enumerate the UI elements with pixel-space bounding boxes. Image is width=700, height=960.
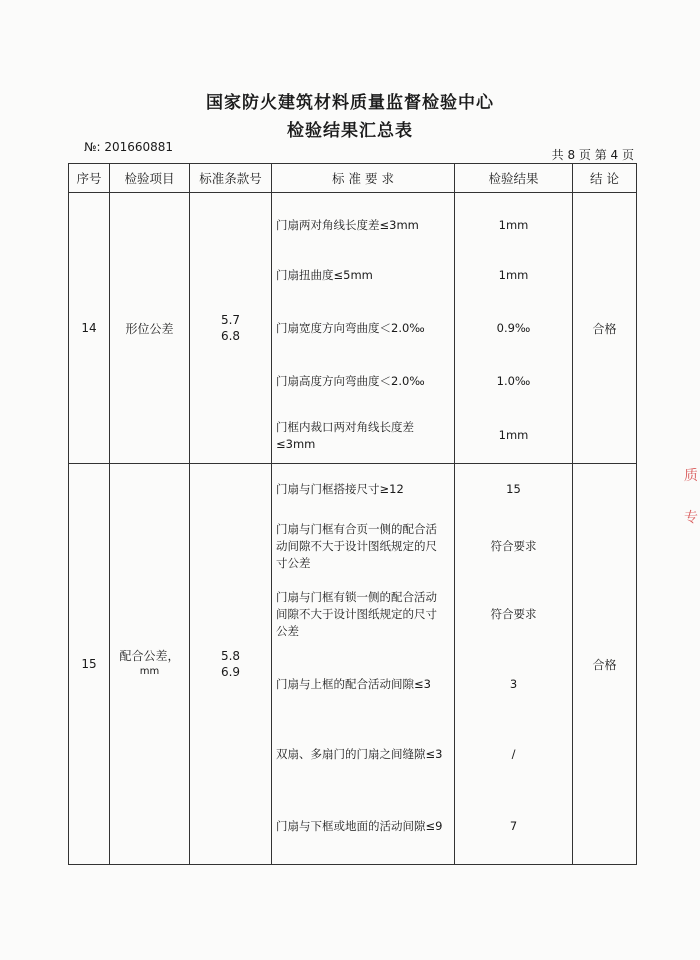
column-header-clause: 标准条款号 [190,164,272,193]
test-item: 形位公差 [110,193,190,464]
document-title: 国家防火建筑材料质量监督检验中心 [206,93,494,113]
row-number: 14 [69,193,110,464]
result-value: 15 [506,481,521,496]
requirement-text: 门扇与下框或地面的活动间隙≤9 [276,819,443,833]
result-value: 1mm [498,268,529,282]
result-value: 1mm [498,428,529,442]
table-header-row [69,164,637,193]
column-header-requirement: 标 准 要 求 [272,164,455,193]
result-cell [455,193,573,464]
row-number: 15 [69,464,110,865]
clause-line: 5.7 [220,313,241,327]
requirement-cell [272,193,455,464]
column-header-conclusion: 结 论 [573,164,637,193]
requirement-text: 门扇扭曲度≤5mm [276,268,373,282]
requirement-cell [272,464,455,865]
edge-stamp [684,455,700,539]
clause-line: 6.9 [220,665,241,679]
requirement-text: 双扇、多扇门的门扇之间缝隙≤3 [276,746,443,761]
clause-line: 5.8 [220,649,241,663]
result-value: 1.0‰ [496,374,531,388]
test-item-line: 配合公差， [119,649,180,663]
requirement-text: 门框内裁口两对角线长度差≤3mm [276,419,414,451]
result-cell [455,464,573,865]
test-item [110,464,190,865]
result-value: 7 [509,819,518,833]
requirement-text: 门扇高度方向弯曲度＜2.0‰ [276,374,425,388]
document-subtitle: 检验结果汇总表 [287,121,413,141]
table-row [69,193,637,464]
result-value: 符合要求 [490,606,537,621]
result-value: 符合要求 [490,539,537,553]
conclusion: 合格 [573,193,637,464]
column-header-no: 序号 [69,164,110,193]
requirement-text: 门扇两对角线长度差≤3mm [276,218,419,232]
report-number: №: 201660881 [84,140,174,154]
conclusion: 合格 [573,464,637,865]
result-value: / [511,746,516,761]
requirement-text: 门扇与门框有锁一侧的配合活动间隙不大于设计图纸规定的尺寸公差 [276,589,437,638]
result-value: 3 [509,676,518,691]
results-table [68,163,637,865]
result-value: 1mm [498,218,529,232]
requirement-text: 门扇与门框搭接尺寸≥12 [276,481,404,496]
test-item-unit: mm [139,666,160,677]
clause-line: 6.8 [220,329,241,343]
requirement-text: 门扇宽度方向弯曲度＜2.0‰ [276,320,425,335]
page-indicator: 共 8 页 第 4 页 [551,148,634,162]
requirement-text: 门扇与上框的配合活动间隙≤3 [276,676,431,691]
standard-clause [190,193,272,464]
table-row [69,464,637,865]
stamp-char: 质 [684,468,698,484]
column-header-item: 检验项目 [110,164,190,193]
column-header-result: 检验结果 [455,164,573,193]
standard-clause [190,464,272,865]
requirement-text: 门扇与门框有合页一侧的配合活动间隙不大于设计图纸规定的尺寸公差 [276,522,437,570]
stamp-char: 专 [684,510,698,526]
result-value: 0.9‰ [496,320,531,335]
